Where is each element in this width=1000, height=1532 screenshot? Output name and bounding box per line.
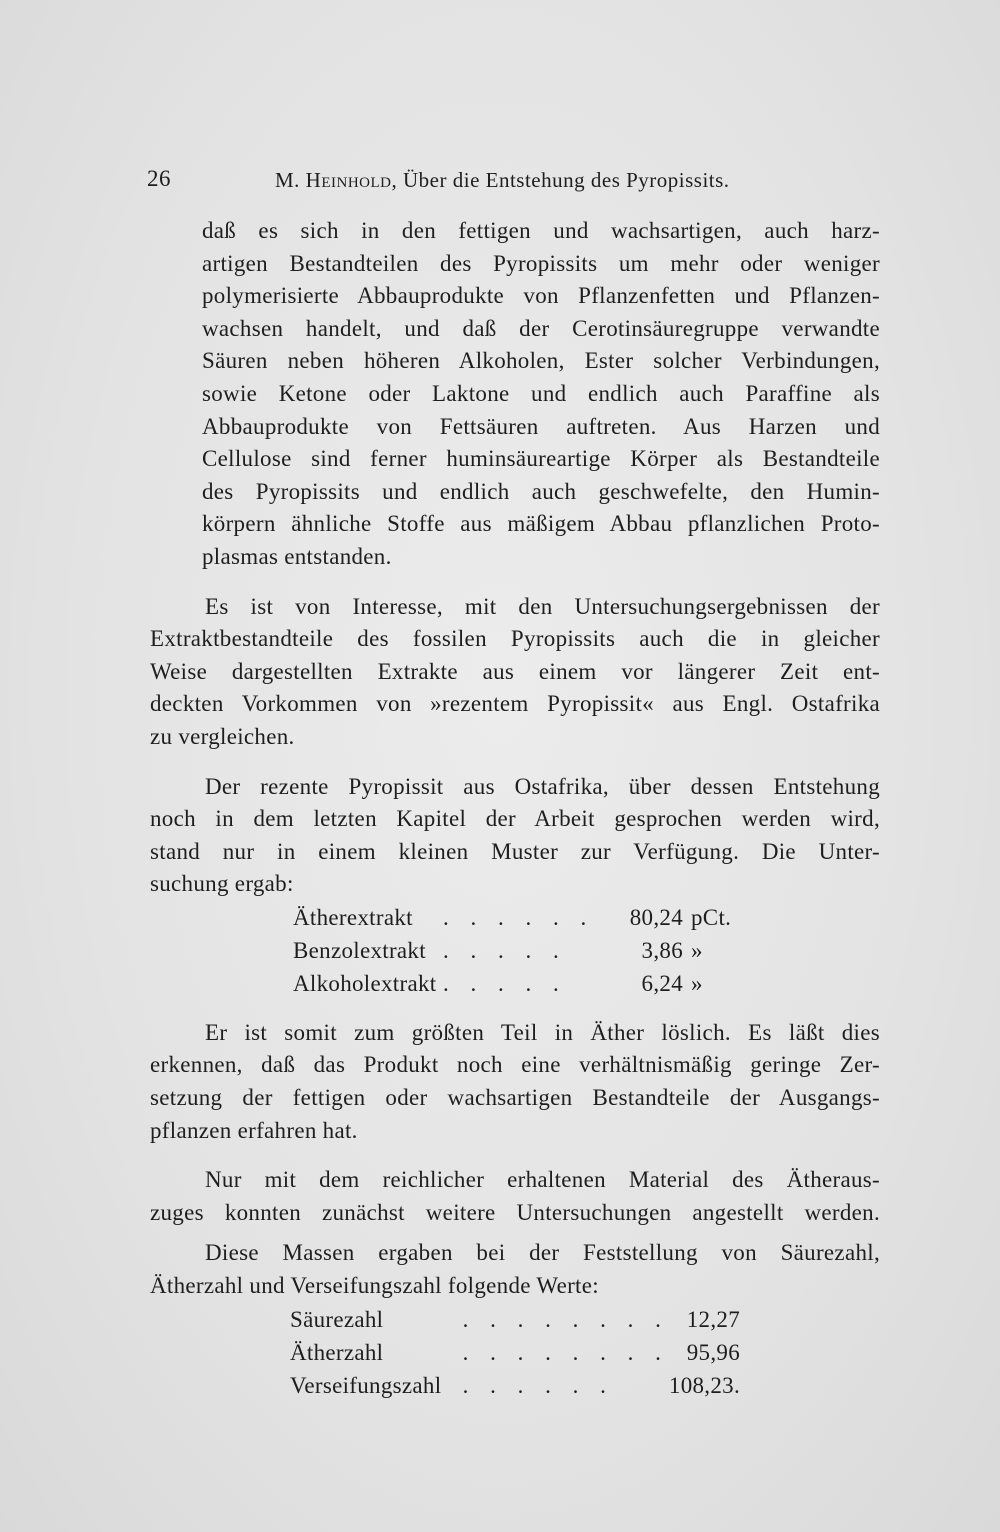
- text-line: Diese Massen ergaben bei der Feststellung von Säurezahl,: [205, 1240, 880, 1266]
- text-line: stand nur in einem kleinen Muster zur Verfügung. Die Unter-: [150, 838, 880, 864]
- text-line: Es ist von Interesse, mit den Untersuchungsergebnissen der: [205, 593, 880, 619]
- row-value: 6,24: [641, 970, 683, 996]
- row-label: Alkoholextrakt: [293, 970, 437, 996]
- row-value: 80,24: [629, 904, 683, 930]
- table-row: [293, 901, 738, 934]
- table-row: [290, 1336, 740, 1369]
- text-line: artigen Bestandteilen des Pyropissits um mehr oder weniger: [202, 250, 880, 276]
- extracts-table: [293, 901, 738, 1000]
- text-line: sowie Ketone oder Laktone und endlich auch Paraffine als: [202, 380, 880, 406]
- row-label: Säurezahl: [290, 1306, 384, 1332]
- row-dots: . . . . .: [443, 970, 567, 996]
- paragraph: [150, 591, 880, 754]
- text-line: Der rezente Pyropissit aus Ostafrika, über dessen Entstehung: [205, 773, 880, 799]
- text-line: zuges konnten zunächst weitere Untersuchungen angestellt werden.: [150, 1199, 880, 1225]
- table-row: [293, 934, 738, 967]
- table-row: [293, 967, 738, 1000]
- text-line: pflanzen erfahren hat.: [150, 1117, 358, 1143]
- running-head-title: Über die Entstehung des Pyropissits.: [403, 168, 730, 192]
- row-label: Benzolextrakt: [293, 937, 426, 963]
- row-unit: »: [691, 970, 703, 996]
- row-value: 12,27: [686, 1306, 740, 1332]
- text-line: Weise dargestellten Extrakte aus einem vor längerer Zeit ent-: [150, 658, 880, 684]
- text-line: Abbauprodukte von Fettsäuren auftreten. Aus Harzen und: [202, 413, 880, 439]
- row-dots: . . . . .: [443, 937, 567, 963]
- numbers-table: [290, 1303, 740, 1402]
- paragraph: [150, 1237, 880, 1302]
- row-value: 95,96: [686, 1339, 740, 1365]
- running-head-author: M. Heinhold,: [275, 168, 398, 192]
- row-dots: . . . . . . . .: [462, 1339, 669, 1365]
- text-line: Cellulose sind ferner huminsäureartige Körper als Bestandteile: [202, 446, 880, 472]
- text-line: deckten Vorkommen von »rezentem Pyropissit« aus Engl. Ostafrika: [150, 691, 880, 717]
- text-line: Säuren neben höheren Alkoholen, Ester solcher Verbindungen,: [202, 348, 880, 374]
- row-label: Ätherzahl: [290, 1339, 384, 1365]
- text-line: Er ist somit zum größten Teil in Äther löslich. Es läßt dies: [205, 1019, 880, 1045]
- text-line: polymerisierte Abbauprodukte von Pflanzenfetten und Pflanzen-: [202, 283, 880, 309]
- row-value: 108,23.: [668, 1372, 740, 1398]
- row-value: 3,86: [641, 937, 683, 963]
- running-header: [147, 166, 757, 200]
- text-line: erkennen, daß das Produkt noch eine verhältnismäßig geringe Zer-: [150, 1052, 880, 1078]
- text-line: wachsen handelt, und daß der Cerotinsäuregruppe verwandte: [202, 315, 880, 341]
- paragraph: [150, 771, 880, 901]
- table-row: [290, 1303, 740, 1336]
- paragraph: [150, 1164, 880, 1229]
- row-dots: . . . . . .: [462, 1372, 614, 1398]
- row-label: Verseifungszahl: [290, 1372, 442, 1398]
- text-line: körpern ähnliche Stoffe aus mäßigem Abbau pflanzlichen Proto-: [202, 511, 880, 537]
- row-label: Ätherextrakt: [293, 904, 413, 930]
- row-dots: . . . . . .: [443, 904, 595, 930]
- table-row: [290, 1369, 740, 1402]
- running-head: [275, 168, 730, 193]
- text-line: suchung ergab:: [150, 871, 294, 897]
- page-body: [150, 215, 880, 1402]
- page-number: 26: [147, 166, 171, 191]
- text-line: setzung der fettigen oder wachsartigen Bestandteile der Ausgangs-: [150, 1085, 880, 1111]
- row-unit: »: [691, 937, 703, 963]
- text-line: daß es sich in den fettigen und wachsartigen, auch harz-: [202, 218, 880, 243]
- text-line: des Pyropissits und endlich auch geschwefelte, den Humin-: [202, 478, 880, 504]
- text-line: zu vergleichen.: [150, 723, 295, 749]
- text-line: Nur mit dem reichlicher erhaltenen Material des Ätheraus-: [205, 1167, 880, 1193]
- text-line: Extraktbestandteile des fossilen Pyropissits auch die in gleicher: [150, 626, 880, 652]
- text-line: plasmas entstanden.: [202, 543, 392, 569]
- row-unit: pCt.: [691, 904, 732, 930]
- text-line: Ätherzahl und Verseifungszahl folgende Werte:: [150, 1273, 599, 1299]
- paragraph-continuation: [150, 215, 880, 574]
- row-dots: . . . . . . . .: [462, 1306, 669, 1332]
- paragraph: [150, 1017, 880, 1147]
- text-line: noch in dem letzten Kapitel der Arbeit gesprochen werden wird,: [150, 806, 880, 832]
